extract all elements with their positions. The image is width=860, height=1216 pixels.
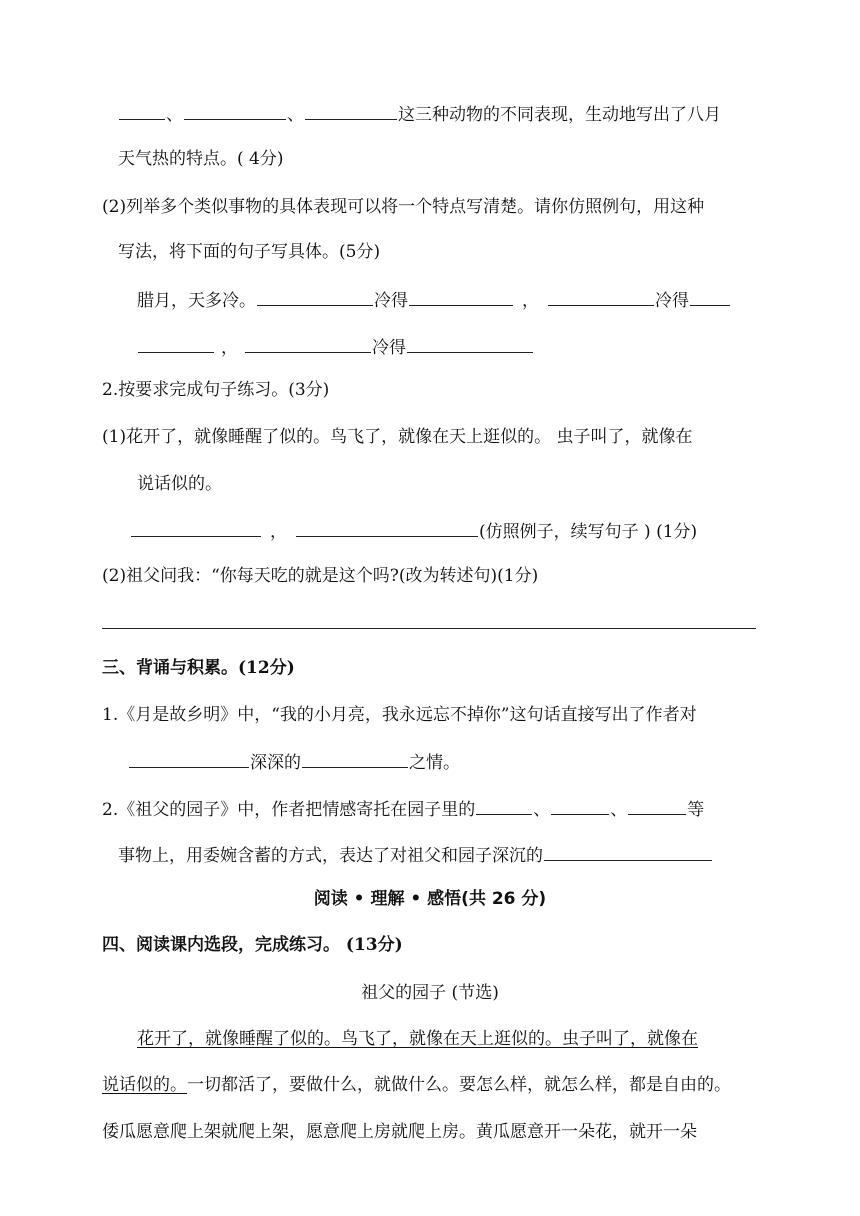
question-text: 等 xyxy=(687,800,705,820)
question-text: (1)花开了，就像睡醒了似的。鸟飞了，就像在天上逛似的。 虫子叫了，就像在 xyxy=(102,427,693,447)
answer-blank[interactable] xyxy=(544,842,712,861)
question-text: 之情。 xyxy=(409,753,460,773)
fill-line-cold-1 xyxy=(137,287,731,311)
cold-label: 冷得 xyxy=(372,338,406,358)
passage-line-1 xyxy=(137,1027,698,1051)
answer-blank[interactable] xyxy=(184,101,286,120)
separator: 、 xyxy=(287,105,304,125)
passage-title: 祖父的园子 (节选) xyxy=(361,983,499,1003)
cold-label: 冷得 xyxy=(655,291,689,311)
question-text: 这三种动物的不同表现，生动地写出了八月 xyxy=(398,105,721,125)
separator: 、 xyxy=(533,800,551,820)
question-text: 事物上，用委婉含蓄的方式，表达了对祖父和园子深沉的 xyxy=(118,846,543,866)
answer-blank[interactable] xyxy=(409,287,513,306)
q1-fill-line xyxy=(128,749,460,773)
answer-blank[interactable] xyxy=(302,749,408,768)
answer-blank[interactable] xyxy=(296,518,478,537)
answer-blank[interactable] xyxy=(119,101,165,120)
question-text: (2)列举多个类似事物的具体表现可以将一个特点写清楚。请你仿照例句，用这种 xyxy=(102,197,705,217)
cold-label: 冷得 xyxy=(374,291,408,311)
answer-line[interactable] xyxy=(102,628,756,629)
separator: 、 xyxy=(166,105,183,125)
question-text: 写法，将下面的句子写具体。(5分) xyxy=(118,242,381,262)
separator: 、 xyxy=(610,800,628,820)
underlined-passage-text: 说话似的。 xyxy=(102,1075,187,1095)
answer-blank[interactable] xyxy=(257,287,373,306)
question-text: 说话似的。 xyxy=(137,474,222,494)
comma: ， xyxy=(522,291,539,311)
passage-text: 倭瓜愿意爬上架就爬上架，愿意爬上房就爬上房。黄瓜愿意开一朵花，就开一朵 xyxy=(102,1122,697,1142)
question-text: 深深的 xyxy=(250,753,301,773)
fill-line-cold-2 xyxy=(137,334,534,358)
comma: ， xyxy=(270,522,287,542)
question-text: 天气热的特点。( 4分) xyxy=(118,149,284,169)
answer-blank[interactable] xyxy=(628,796,686,815)
continue-sentence-line xyxy=(130,518,697,542)
question-text: (2)祖父问我：“你每天吃的就是这个吗?(改为转述句)(1分) xyxy=(102,566,539,586)
answer-blank[interactable] xyxy=(551,796,609,815)
comma: ， xyxy=(221,338,238,358)
answer-blank[interactable] xyxy=(129,749,249,768)
question-hint: (仿照例子，续写句子 ) (1分) xyxy=(479,522,698,542)
q1-continuation-line xyxy=(118,101,721,125)
passage-text: 一切都活了，要做什么，就做什么。要怎么样，就怎么样，都是自由的。 xyxy=(187,1075,731,1095)
section-heading: 三、背诵与积累。(12分) xyxy=(102,658,295,678)
underlined-passage-text: 花开了，就像睡醒了似的。鸟飞了，就像在天上逛似的。虫子叫了，就像在 xyxy=(137,1029,698,1049)
question-text: 2.《祖父的园子》中，作者把情感寄托在园子里的 xyxy=(102,800,476,820)
answer-blank[interactable] xyxy=(476,796,532,815)
q2-line-2 xyxy=(118,842,713,866)
question-title: 2.按要求完成句子练习。(3分) xyxy=(102,380,330,400)
answer-blank[interactable] xyxy=(245,334,371,353)
answer-blank[interactable] xyxy=(131,518,261,537)
section-heading: 四、阅读课内选段，完成练习。 (13分) xyxy=(102,935,403,955)
answer-blank[interactable] xyxy=(690,287,730,306)
answer-blank[interactable] xyxy=(407,334,533,353)
question-text: 1.《月是故乡明》中，“我的小月亮，我永远忘不掉你”这句话直接写出了作者对 xyxy=(102,705,697,725)
answer-blank[interactable] xyxy=(548,287,654,306)
answer-blank[interactable] xyxy=(305,101,397,120)
q2-line xyxy=(102,796,704,820)
answer-blank[interactable] xyxy=(138,334,214,353)
part-title: 阅读 • 理解 • 感悟(共 26 分) xyxy=(313,889,547,909)
example-sentence: 腊月，天多冷。 xyxy=(137,291,256,311)
passage-line-2 xyxy=(102,1073,731,1097)
